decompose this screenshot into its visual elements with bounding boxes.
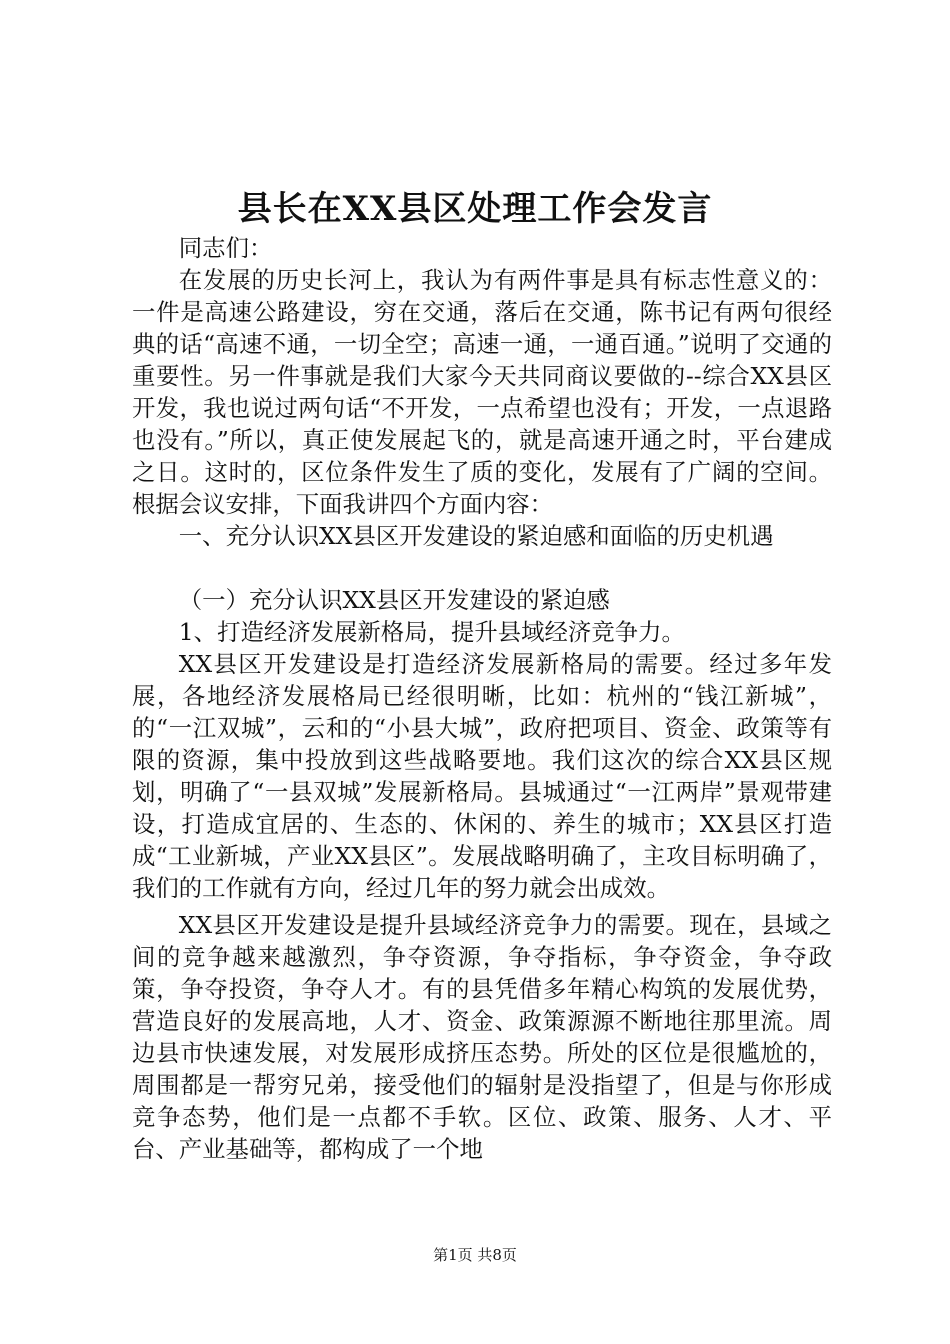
point-heading: 1、打造经济发展新格局，提升县域经济竞争力。	[178, 618, 685, 646]
salutation-paragraph: 同志们：	[178, 234, 273, 262]
body-paragraph-competition: XX县区开发建设是提升县域经济竞争力的需要。现在，县域之间的竞争越来越激烈，争夺资源，争夺指标，争夺资金，争夺政策，争夺投资，争夺人才。有的县凭借多年精心构筑的发展优势，营造良好的发展高地，人才、资金、政策源源不断地往那里流。周边县市快速发展，对发展形成挤压态势。所处的区位是很尴尬的，周围都是一帮穷兄弟，接受他们的辐射是没指望了，但是与你形成竞争态势，他们是一点都不手软。区位、政策、服务、人才、平台、产业基础等，都构成了一个地	[132, 911, 832, 1163]
page-number-footer: 第1页 共8页	[433, 1246, 517, 1264]
subsection-heading: （一）充分认识XX县区开发建设的紧迫感	[178, 586, 610, 614]
document-title: 县长在XX县区处理工作会发言	[237, 189, 713, 229]
intro-paragraph: 在发展的历史长河上，我认为有两件事是具有标志性意义的：一件是高速公路建设，穷在交通，落后在交通，陈书记有两句很经典的话“高速不通，一切全空；高速一通，一通百通。”说明了交通的重要性。另一件事就是我们大家今天共同商议要做的--综合XX县区开发，我也说过两句话“不开发，一点希望也没有；开发，一点退路也没有。”所以，真正使发展起飞的，就是高速开通之时，平台建成之日。这时的，区位条件发生了质的变化，发展有了广阔的空间。根据会议安排，下面我讲四个方面内容：	[132, 266, 832, 518]
section-heading: 一、充分认识XX县区开发建设的紧迫感和面临的历史机遇	[178, 522, 774, 550]
body-paragraph-format: XX县区开发建设是打造经济发展新格局的需要。经过多年发展，各地经济发展格局已经很明晰，比如：杭州的“钱江新城”，的“一江双城”，云和的“小县大城”，政府把项目、资金、政策等有限的资源，集中投放到这些战略要地。我们这次的综合XX县区规划，明确了“一县双城”发展新格局。县城通过“一江两岸”景观带建设，打造成宜居的、生态的、休闲的、养生的城市；XX县区打造成“工业新城，产业XX县区”。发展战略明确了，主攻目标明确了，我们的工作就有方向，经过几年的努力就会出成效。	[132, 650, 832, 902]
document-body	[132, 232, 832, 1165]
